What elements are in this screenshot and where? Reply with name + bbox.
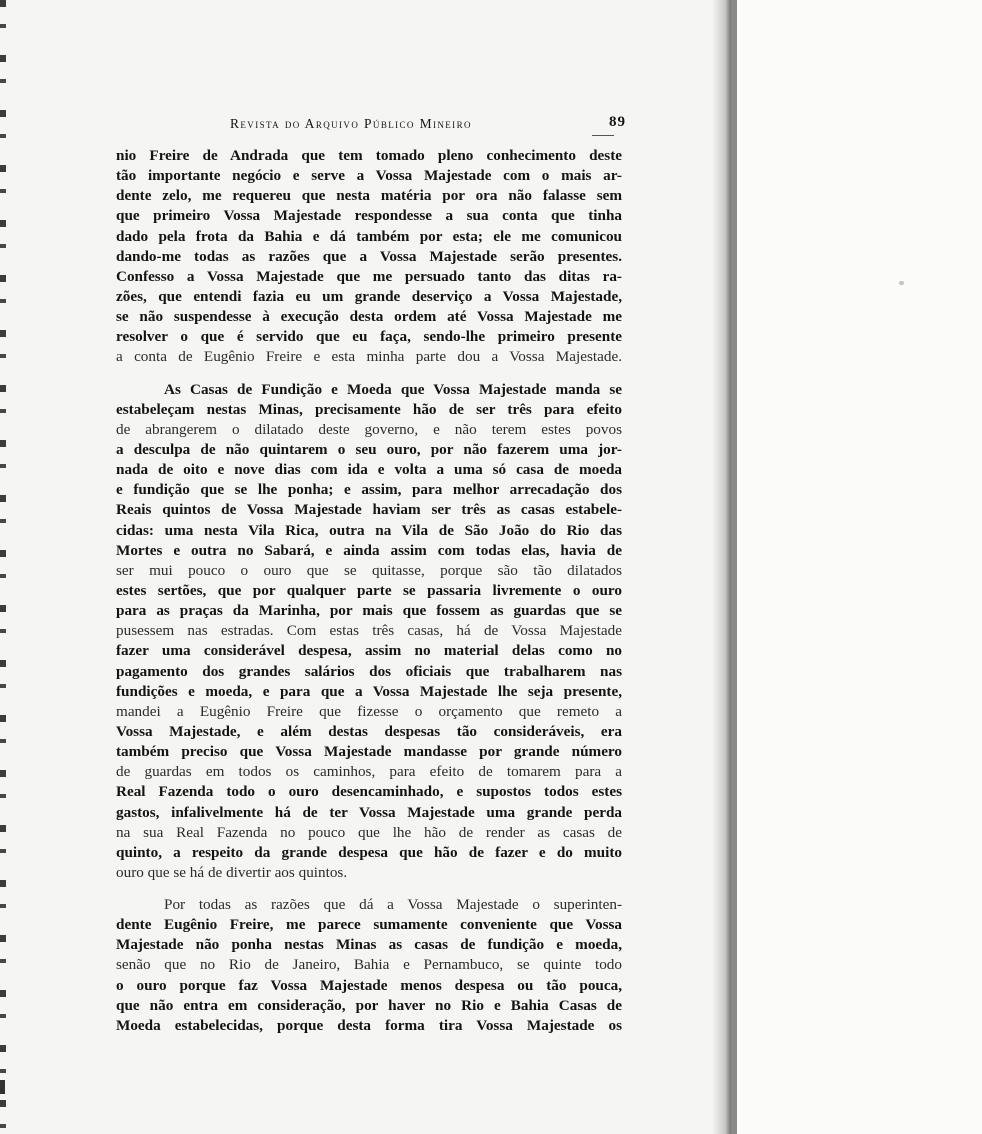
text-line: dando-me todas as razões que a Vossa Majestade serão presentes. [116, 247, 622, 265]
paragraph-3 [116, 895, 622, 1036]
text-line: para as praças da Marinha, por mais que fossem as guardas que se [116, 602, 622, 620]
page-header [230, 114, 626, 136]
text-line: pusessem nas estradas. Com estas três casas, há de Vossa Majestade [116, 622, 622, 640]
scan-speck [899, 281, 904, 285]
text-line: Reais quintos de Vossa Majestade haviam ser três as casas estabele- [116, 501, 622, 519]
text-line: Mortes e outra no Sabará, e ainda assim com todas elas, havia de [116, 541, 622, 559]
paragraph-1 [116, 146, 622, 368]
text-line: de abrangerem o dilatado deste governo, e não terem estes povos [116, 420, 622, 438]
text-line: dado pela frota da Bahia e dá também por esta; ele me comunicou [116, 227, 622, 245]
text-line: nada de oito e nove dias com ida e volta a uma só casa de moeda [116, 461, 622, 479]
text-line: Vossa Majestade, e além destas despesas tão consideráveis, era [116, 722, 622, 740]
text-line: tão importante negócio e serve a Vossa Majestade com o mais ar- [116, 167, 622, 185]
binding-edge [0, 0, 6, 1134]
text-line: fazer uma considerável despesa, assim no material delas como no [116, 642, 622, 660]
text-line: cidas: uma nesta Vila Rica, outra na Vila de São João do Rio das [116, 521, 622, 539]
text-line: gastos, infalivelmente há de ter Vossa Majestade uma grande perda [116, 803, 622, 821]
text-line: quinto, a respeito da grande despesa que hão de fazer e do muito [116, 843, 622, 861]
text-line: de guardas em todos os caminhos, para efeito de tomarem para a [116, 763, 622, 781]
text-line: estes sertões, que por qualquer parte se passaria livremente o ouro [116, 581, 622, 599]
facing-page [737, 0, 982, 1134]
text-line: dente Eugênio Freire, me parece sumamente conveniente que Vossa [116, 916, 622, 934]
text-line: que primeiro Vossa Majestade respondesse a sua conta que tinha [116, 207, 622, 225]
text-line: que não entra em consideração, por haver no Rio e Bahia Casas de [116, 996, 622, 1014]
text-line: Moeda estabelecidas, porque desta forma tira Vossa Majestade os [116, 1016, 622, 1034]
text-line: mandei a Eugênio Freire que fizesse o orçamento que remeto a [116, 702, 622, 720]
text-line: ser mui pouco o ouro que se quitasse, porque são tão dilatados [116, 561, 622, 579]
text-line: se não suspendesse à execução desta ordem até Vossa Majestade me [116, 308, 622, 326]
text-line: também preciso que Vossa Majestade mandasse por grande número [116, 743, 622, 761]
text-line: pagamento dos grandes salários dos oficiais que trabalharem nas [116, 662, 622, 680]
page-number: 89 [609, 114, 626, 130]
text-line: nio Freire de Andrada que tem tomado pleno conhecimento deste [116, 147, 622, 164]
text-line: As Casas de Fundição e Moeda que Vossa Majestade manda se [164, 380, 622, 398]
text-line: Confesso a Vossa Majestade que me persuado tanto das ditas ra- [116, 267, 622, 285]
header-rule [592, 135, 614, 136]
text-line: o ouro porque faz Vossa Majestade menos despesa ou tão pouca, [116, 976, 622, 994]
paragraph-gap [116, 368, 622, 380]
text-line: Majestade não ponha nestas Minas as casas de fundição e moeda, [116, 936, 622, 954]
paragraph-gap [116, 883, 622, 895]
text-line: a conta de Eugênio Freire e esta minha parte dou a Vossa Majestade. [116, 348, 622, 366]
text-line: e fundição que se lhe ponha; e assim, para melhor arrecadação dos [116, 481, 622, 499]
text-line: dente zelo, me requereu que nesta matéria por ora não falasse sem [116, 187, 622, 205]
text-line: senão que no Rio de Janeiro, Bahia e Pernambuco, se quinte todo [116, 956, 622, 974]
text-line: ouro que se há de divertir aos quintos. [116, 863, 348, 881]
text-line: na sua Real Fazenda no pouco que lhe hão de render as casas de [116, 823, 622, 841]
text-line: zões, que entendi fazia eu um grande deserviço a Vossa Majestade, [116, 287, 622, 305]
text-line: estabeleçam nestas Minas, precisamente hão de ser três para efeito [116, 400, 622, 418]
text-line: resolver o que é servido que eu faça, sendo-lhe primeiro presente [116, 328, 622, 346]
running-title: Revista do Arquivo Público Mineiro [230, 116, 472, 131]
binding-mark [0, 1080, 5, 1094]
paragraph-2 [116, 380, 622, 884]
text-line: fundições e moeda, e para que a Vossa Majestade lhe seja presente, [116, 682, 622, 700]
text-line: a desculpa de não quintarem o seu ouro, por não fazerem uma jor- [116, 440, 622, 458]
text-line: Por todas as razões que dá a Vossa Majestade o superinten- [164, 896, 622, 914]
text-line: Real Fazenda todo o ouro desencaminhado, e supostos todos estes [116, 783, 622, 801]
body-text [116, 146, 622, 1036]
